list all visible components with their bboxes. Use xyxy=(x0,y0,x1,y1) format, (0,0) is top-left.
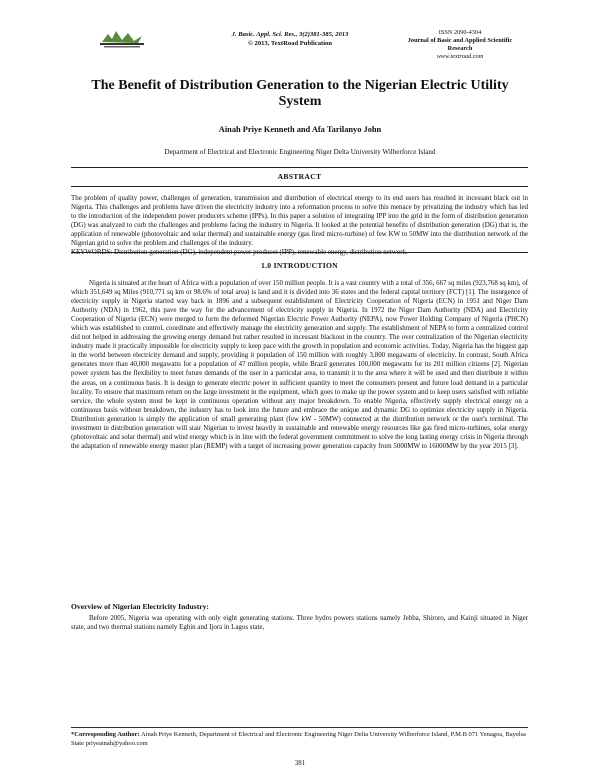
footnote-divider xyxy=(71,727,528,728)
abstract-heading: ABSTRACT xyxy=(277,172,322,181)
introduction-paragraph: Nigeria is situated at the heart of Africa with a population of over 150 million people. It is a vast country with a total of 356, 667 sq miles (923,768 sq km), of which 351,649 sq Miles (910,771 sq km or 98.6% of total area) is land and it is divided into 36 states and the federal capital territory (FCT) [1]. The insurgence of electricity supply in Nigeria started way back in 1896 and a subsequent establishment of Electricity Cooperation of Nigeria (ECN) in 1951 and Niger Dam Authority (NDA) in 1962, this pave the way for the advancement of electricity supply in Nigeria. In 1972 the Niger Dam Authority (NDA) and Electricity Cooperation of Nigeria (ECN) were merged to form the deformed Nigerian Electric Power Authority (NEPA), now Power Holding Company of Nigeria (PHCN) which was established to control, coordinate and effectively manage the electricity generation and supply. The establishment of NEPA to form a centralized control did not helped in addressing the growing energy demand but rather resulted in incessant blackout in the country. The over centralization of the Nigerian electricity industry made it practically impossible for electricity supply to keep pace with the growth in population and economic activities. Today, Nigeria has the biggest gap in the world between electricity demand and supply, providing it population of 150 million with roughly 3,800 megawatts of electricity. In contrast, South Africa generates more than 40,000 megawatts for a population of 47 million people, while Brazil generates 100,000 megawatts for its 201 million citizens [2]. Nigerian power system has the flexibility to meet future demands of the user in a particular area, to transmit it to the area where it will be used and then distribute it within the areas, on a continuous basis. It is design to generate electric power in sufficient quantity to meet the consumers present and future load demand in a particular locality. To ensure that maximum return on the large investment in the equipment, which goes to make up the power system and to keep users satisfied with reliable service, the whole system must be kept in continuous operation without any major breakdown. To enable Nigeria, effectively supply electrical energy on a continuous basis without breakdown, the industry has to look into the future and embrace the unique and dynamic DG to optimize electricity supply in Nigeria. Distribution generation is simply the application of small generating plant (few kW - 50MW) connected at the distribution network or the user's terminal. The investment in distribution generation will stair Nigerian to invest heavily in sustainable and renewable energy resources like gas fired micro-turbines, solar energy (photovoltaic and solar thermal) and wind energy which is in line with the federal government commitment to solve the long lasting energy crisis in Nigeria through the adaptation of renewable energy master plan (REMP) with a target of increasing power generation capacity from 5000MW to 16000MW by the year 2015 [3]. xyxy=(71,279,528,450)
journal-info xyxy=(405,29,515,61)
footnote-label: *Corresponding Author: xyxy=(71,731,140,738)
overview-heading: Overview of Nigerian Electricity Industry: xyxy=(71,602,209,611)
copyright: © 2013, TextRoad Publication xyxy=(247,40,333,47)
keywords: KEYWORDS: Distribution generation (DG), independent power producer (IPP), renewable energy, distribution network. xyxy=(71,248,408,257)
issn: ISSN 2090-4304 xyxy=(438,29,482,36)
journal-website[interactable]: www.textroad.com xyxy=(436,53,484,60)
divider xyxy=(71,252,528,253)
citation: J. Basic. Appl. Sci. Res., 3(2)381-385, 2013 xyxy=(231,31,349,38)
corresponding-author-footnote xyxy=(71,731,528,748)
footnote-text: Ainah Priye Kenneth, Department of Electrical and Electronic Engineering Niger Delta University Wilberforce Island, P.M.B 071 Yenagoa, Bayelsa State priyeainah@yahoo.com xyxy=(71,731,526,747)
divider xyxy=(71,167,528,168)
overview-paragraph: Before 2005, Nigeria was operating with only eight generating stations. Three hydro powers stations namely Jebba, Shiroro, and Kainji situated in Niger state, and two thermal stations namely Egbin and Ijora in Lagos state, xyxy=(71,614,528,632)
paper-title: The Benefit of Distribution Generation to the Nigerian Electric Utility System xyxy=(91,78,509,109)
divider xyxy=(71,186,528,187)
journal-reference xyxy=(190,30,390,48)
affiliation: Department of Electrical and Electronic Engineering Niger Delta University Wilberforce Island xyxy=(164,148,436,156)
authors: Ainah Priye Kenneth and Afa Tarilanyo John xyxy=(218,125,382,134)
page-number: 381 xyxy=(294,760,306,767)
publisher-logo-icon xyxy=(98,28,146,50)
journal-name: Journal of Basic and Applied Scientific Research xyxy=(407,37,513,52)
abstract-text: The problem of quality power, challenges of generation, transmission and distribution of electrical energy to its end users has resulted in incessant black out in Nigeria. This challenges and problems have driven the electricity industry into a reformation process to solve this menace by privatizing the industry which has led to the introduction of the independent power producers scheme (IPPs). In this paper a solution of integrating IPP into the grid in the form of distribution generation (DG) was analyzed to curb the challenges and problems facing the industry in Nigeria. It looked at the potential benefits of distribution generation (DG) that is, the application of renewable (photovoltaic and solar thermal) and sustainable energy (gas fired micro-turbine) of few KW to 50MW into the distribution network of the Nigerian grid to solve the problem and challenges of the industry. xyxy=(71,194,528,248)
abstract-body xyxy=(71,194,528,257)
introduction-heading: 1.0 INTRODUCTION xyxy=(261,261,338,270)
